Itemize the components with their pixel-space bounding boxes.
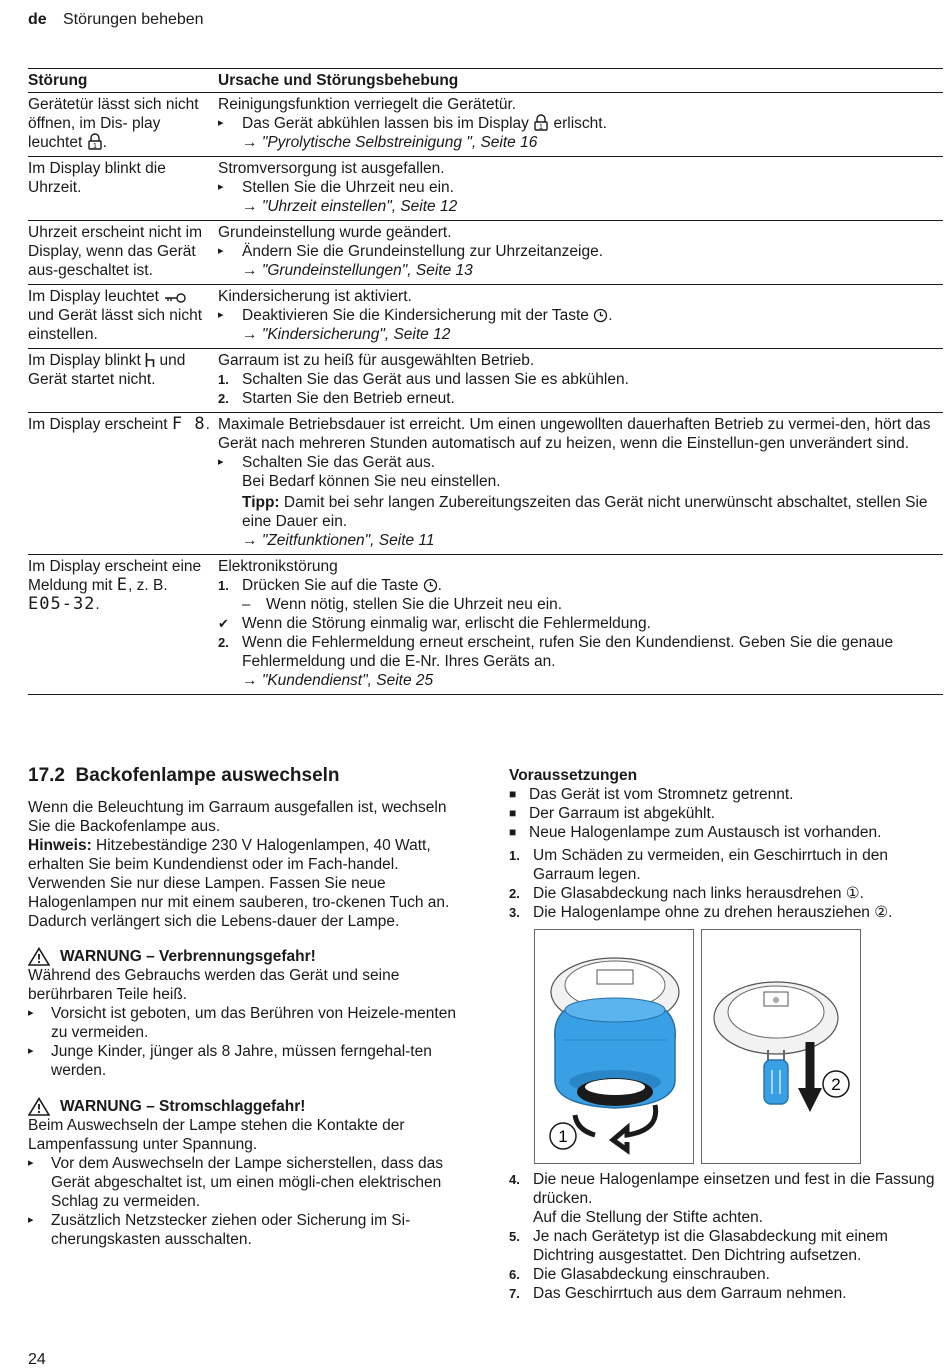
clock-icon — [593, 308, 608, 323]
display-code: E — [116, 575, 128, 595]
cross-reference[interactable]: → "Grundeinstellungen", Seite 13 — [242, 262, 473, 279]
door-lock-icon — [533, 114, 549, 131]
bullet-marker: ▸ — [28, 1214, 34, 1226]
bullet-marker: ▸ — [28, 1045, 34, 1057]
intro-paragraph: Wenn die Beleuchtung im Garraum ausgefallen ist, wechseln Sie die Backofenlampe aus. — [28, 799, 447, 835]
column-header-cause: Ursache und Störungsbehebung — [218, 69, 943, 93]
right-column-bottom: 4. Die neue Halogenlampe einsetzen und fest in die Fassung drücken. Auf die Stellung der Stifte achten. 5. Je nach Gerätetyp ist die Glasabdeckung mit einem Dichtring ausgestattet. Den Dichtring aufsetzen. 6. Die Glasabdeckung einschrauben. 7. Das Geschirrtuch aus dem Garraum nehmen. — [509, 1171, 935, 1302]
svg-text:1: 1 — [539, 124, 544, 131]
fault-cell: Im Display erscheint eine Meldung mit E, z. B. E05-32. — [28, 555, 218, 695]
door-lock-icon — [87, 133, 103, 150]
figure-label-2: 2 — [831, 1075, 841, 1094]
bullet-marker: ▸ — [218, 309, 224, 321]
bullet-marker: ▸ — [28, 1007, 34, 1019]
cause-cell: Reinigungsfunktion verriegelt die Gerätetür. ▸ Das Gerät abkühlen lassen bis im Display 1 erlischt. → "Pyrolytische Selbstreinigung ", Seite 16 — [218, 93, 943, 157]
figure-unscrew-cover — [534, 929, 694, 1164]
hot-indicator-icon — [145, 352, 155, 368]
figure-label-1: 1 — [558, 1127, 568, 1146]
warning-triangle-icon — [28, 1097, 50, 1116]
cross-reference[interactable]: → "Kundendienst", Seite 25 — [242, 672, 434, 689]
right-column-top: Voraussetzungen ■ Das Gerät ist vom Stromnetz getrennt. ■ Der Garraum ist abgekühlt. ■ Neue Halogenlampe zum Austausch ist vorhanden. 1. Um Schäden zu vermeiden, ein Geschirrtuch in den Garraum legen. 2. Die Glasabdeckung nach links herausdrehen ①. 3. Die Halogenlampe ohne zu drehen herausziehen ②. — [509, 766, 944, 922]
bullet-marker: ▸ — [28, 1157, 34, 1169]
figure-pull-lamp — [701, 929, 861, 1164]
cross-reference[interactable]: → "Pyrolytische Selbstreinigung ", Seite 16 — [242, 134, 538, 151]
cause-cell: Kindersicherung ist aktiviert. ▸ Deaktivieren Sie die Kindersicherung mit der Taste . → "Kindersicherung", Seite 12 — [218, 285, 943, 349]
lamp-cover-illustration — [535, 930, 693, 1163]
halogen-lamp-illustration — [702, 930, 860, 1163]
table-row — [28, 221, 943, 285]
bullet-marker: ▸ — [218, 245, 224, 257]
hint-paragraph: Hinweis: Hitzebeständige 230 V Halogenlampen, 40 Watt, erhalten Sie beim Kundendienst oder im Fach-handel. Verwenden Sie nur diese Lampen. Fassen Sie neue Halogenlampen nur mit einem sauberen, tro-ckenen Tuch an. Dadurch verlängert sich die Lebens-dauer der Lampe. — [28, 837, 450, 930]
section-heading: 17.2 Backofenlampe auswechseln — [28, 765, 340, 786]
svg-text:1: 1 — [92, 143, 97, 150]
column-header-fault: Störung — [28, 69, 218, 93]
table-row — [28, 93, 943, 157]
bullet-marker: ▸ — [218, 181, 224, 193]
cross-reference[interactable]: → "Zeitfunktionen", Seite 11 — [242, 532, 435, 549]
fault-cell: Im Display erscheint F 8. — [28, 413, 218, 555]
page-number: 24 — [28, 1351, 46, 1368]
fault-cell: Im Display leuchtet und Gerät lässt sich nicht einstellen. — [28, 285, 218, 349]
table-row — [28, 349, 943, 413]
bullet-marker: ▸ — [218, 117, 224, 129]
check-icon: ✔ — [218, 616, 229, 631]
cross-reference[interactable]: → "Kindersicherung", Seite 12 — [242, 326, 451, 343]
table-row — [28, 413, 943, 555]
table-row — [28, 555, 943, 695]
fault-cell: Im Display blinkt und Gerät startet nicht. — [28, 349, 218, 413]
cause-cell: Stromversorgung ist ausgefallen. ▸ Stellen Sie die Uhrzeit neu ein. → "Uhrzeit einstellen", Seite 12 — [218, 157, 943, 221]
cause-cell: Grundeinstellung wurde geändert. ▸ Ändern Sie die Grundeinstellung zur Uhrzeitanzeige. → "Grundeinstellungen", Seite 13 — [218, 221, 943, 285]
table-row — [28, 157, 943, 221]
key-icon — [163, 292, 187, 304]
language-label: de — [28, 11, 47, 28]
cause-cell: Maximale Betriebsdauer ist erreicht. Um einen ungewollten dauerhaften Betrieb zu vermei-den, hört das Gerät nach mehreren Stunden automatisch auf zu heizen, wenn die Einstellun-gen unverändert sind. ▸ Schalten Sie das Gerät aus. Bei Bedarf können Sie neu einstellen. Tipp: Damit bei sehr langen Zubereitungszeiten das Gerät nicht unerwünscht abschaltet, stellen Sie eine Dauer ein. → "Zeitfunktionen", Seite 11 — [218, 413, 943, 555]
display-code: F 8 — [171, 414, 206, 434]
prerequisites-heading: Voraussetzungen — [509, 767, 638, 784]
clock-icon — [423, 578, 438, 593]
cause-cell: Garraum ist zu heiß für ausgewählten Betrieb. 1. Schalten Sie das Gerät aus und lassen Sie es abkühlen. 2. Starten Sie den Betrieb erneut. — [218, 349, 943, 413]
table-header-row — [28, 69, 943, 93]
fault-cell: Im Display blinkt die Uhrzeit. — [28, 157, 218, 221]
bullet-marker: ▸ — [218, 456, 224, 468]
left-column: Wenn die Beleuchtung im Garraum ausgefallen ist, wechseln Sie die Backofenlampe aus. Hinweis: Hitzebeständige 230 V Halogenlampen, 40 Watt, erhalten Sie beim Kundendienst oder im Fach-handel. Verwenden Sie nur diese Lampen. Fassen Sie neue Halogenlampen nur mit einem sauberen, tro-ckenen Tuch an. Dadurch verlängert sich die Lebens-dauer der Lampe. WARNUNG – Verbrennungsgefahr! Während des Gebrauchs werden das Gerät und seine berührbaren Teile heiß. ▸ Vorsicht ist geboten, um das Berühren von Heizele-menten zu vermeiden. ▸ Junge Kinder, jünger als 8 Jahre, müssen ferngehal-ten werden. WARNUNG – Stromschlaggefahr! Beim Auswechseln der Lampe stehen die Kontakte der Lampenfassung unter Spannung. ▸ Vor dem Auswechseln der Lampe sicherstellen, dass das Gerät abgeschaltet ist, um einen mögli-chen elektrischen Schlag zu vermeiden. ▸ Zusätzlich Netzstecker ziehen oder Sicherung im Si-cherungskasten ausschalten. — [28, 798, 468, 1249]
cause-cell: Elektronikstörung 1. Drücken Sie auf die Taste . – Wenn nötig, stellen Sie die Uhrzeit neu ein. ✔ Wenn die Störung einmalig war, erlischt die Fehlermeldung. 2. Wenn die Fehlermeldung erneut erscheint, rufen Sie den Kundendienst. Geben Sie die genaue Fehlermeldung und die E-Nr. Ihres Geräts an. → "Kundendienst", Seite 25 — [218, 555, 943, 695]
warning-shock-heading: WARNUNG – Stromschlaggefahr! — [28, 1097, 468, 1116]
table-row — [28, 285, 943, 349]
chapter-title: Störungen beheben — [63, 11, 204, 28]
fault-cell: Uhrzeit erscheint nicht im Display, wenn das Gerät aus-geschaltet ist. — [28, 221, 218, 285]
fault-cell: Gerätetür lässt sich nicht öffnen, im Dis- play leuchtet 1 . — [28, 93, 218, 157]
warning-burn-heading: WARNUNG – Verbrennungsgefahr! — [28, 947, 468, 966]
cross-reference[interactable]: → "Uhrzeit einstellen", Seite 12 — [242, 198, 458, 215]
display-code: E05-32 — [28, 594, 96, 614]
warning-triangle-icon — [28, 947, 50, 966]
troubleshooting-table — [28, 68, 943, 695]
